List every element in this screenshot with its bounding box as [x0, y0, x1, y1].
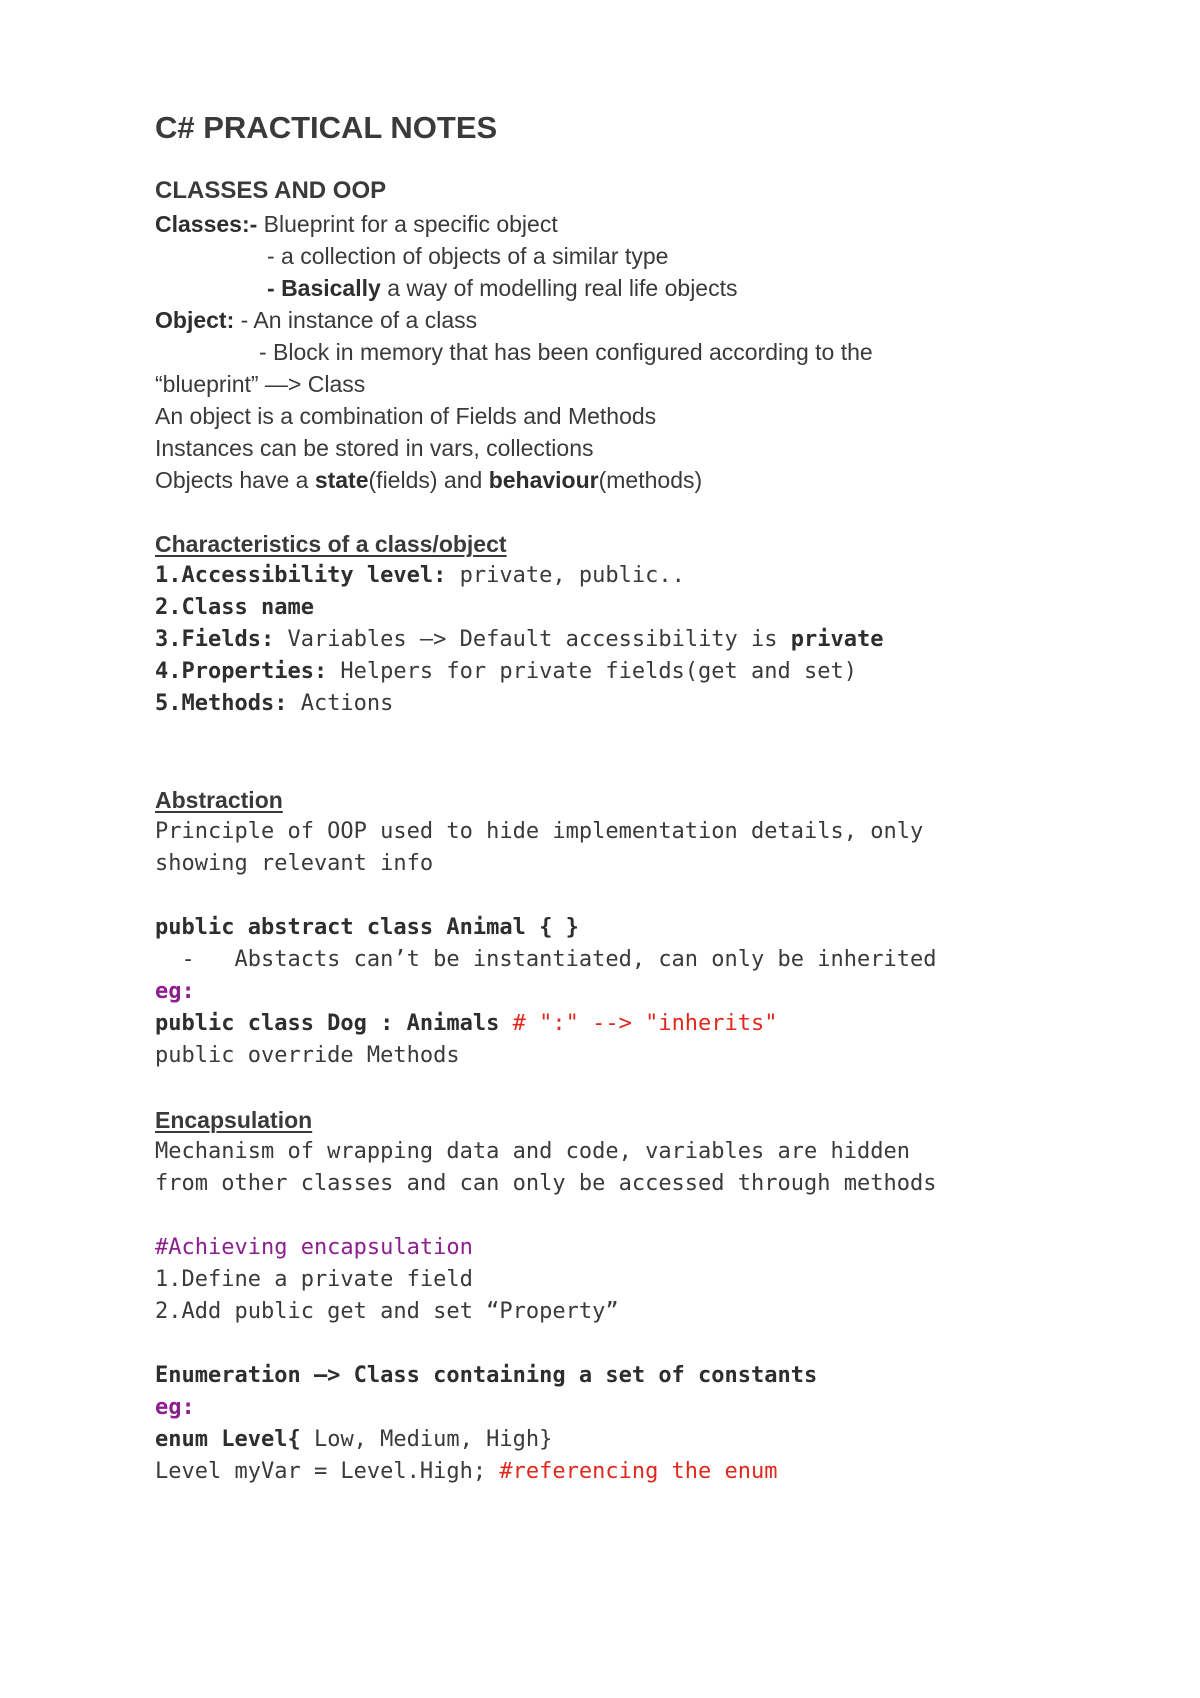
abstraction-desc-1: Principle of OOP used to hide implementation details, only	[155, 819, 924, 844]
behaviour-rest: (methods)	[598, 467, 703, 493]
abstraction-code-2	[155, 1008, 1155, 1040]
encapsulation-desc-1: Mechanism of wrapping data and code, variables are hidden	[155, 1139, 910, 1164]
classes-def-1: Blueprint for a specific object	[257, 211, 558, 237]
state-pre: Objects have a	[155, 467, 315, 493]
characteristics-item-1	[155, 560, 1155, 592]
classes-def-3	[155, 272, 1155, 304]
item5-bold: 5.Methods:	[155, 691, 288, 716]
object-def-3: “blueprint” —> Class	[155, 371, 366, 397]
item1-rest: private, public..	[446, 563, 685, 588]
characteristics-item-3	[155, 624, 1155, 656]
fields-methods-line: An object is a combination of Fields and Methods	[155, 403, 657, 429]
classes-definition-line	[155, 208, 1155, 240]
object-def-2: - Block in memory that has been configured according to the	[259, 339, 873, 365]
classes-label: Classes:-	[155, 211, 258, 237]
characteristics-item-4	[155, 656, 1155, 688]
object-label: Object:	[155, 307, 235, 333]
item3-bold2: private	[790, 627, 884, 652]
state-bold: state	[314, 467, 369, 493]
encapsulation-step-1: 1.Define a private field	[155, 1267, 473, 1292]
item2-bold: 2.Class name	[155, 595, 314, 620]
characteristics-item-5	[155, 688, 1155, 720]
instances-line: Instances can be stored in vars, collections	[155, 435, 594, 461]
object-definition-line	[155, 304, 1155, 336]
enum-code2-pre: Level myVar = Level.High;	[155, 1459, 500, 1484]
behaviour-bold: behaviour	[488, 467, 599, 493]
item4-bold: 4.Properties:	[155, 659, 328, 684]
enumeration-line: Enumeration —> Class containing a set of constants	[155, 1363, 818, 1388]
enumeration-code-2	[155, 1456, 1155, 1488]
achieving-encapsulation-comment: #Achieving encapsulation	[155, 1235, 473, 1260]
encapsulation-heading: Encapsulation	[155, 1107, 313, 1133]
item1-bold: 1.Accessibility level:	[155, 563, 447, 588]
notes-page	[155, 108, 1155, 1488]
code2-comment: # ":" --> "inherits"	[512, 1011, 778, 1036]
object-def-1: - An instance of a class	[234, 307, 478, 333]
classes-def-3-dash: -	[267, 275, 282, 301]
classes-def-3-bold: Basically	[281, 275, 381, 301]
enum-code1-bold: enum Level{	[155, 1427, 301, 1452]
classes-def-2: - a collection of objects of a similar type	[267, 243, 669, 269]
characteristics-heading: Characteristics of a class/object	[155, 531, 507, 557]
characteristics-item-2	[155, 592, 1155, 624]
enumeration-code-1	[155, 1424, 1155, 1456]
section-heading-classes-oop: CLASSES AND OOP	[155, 177, 387, 204]
enumeration-eg-label: eg:	[155, 1395, 195, 1420]
abstraction-heading: Abstraction	[155, 787, 283, 813]
abstraction-code-3: public override Methods	[155, 1043, 460, 1068]
enum-code1-rest: Low, Medium, High}	[300, 1427, 553, 1452]
page-title: C# PRACTICAL NOTES	[155, 110, 498, 145]
code2-pre: public class Dog : Animals	[155, 1011, 513, 1036]
item4-rest: Helpers for private fields(get and set)	[327, 659, 857, 684]
state-behaviour-line	[155, 464, 1155, 496]
abstraction-desc-2: showing relevant info	[155, 851, 434, 876]
encapsulation-desc-2: from other classes and can only be accessed through methods	[155, 1171, 937, 1196]
encapsulation-step-2: 2.Add public get and set “Property”	[155, 1299, 619, 1324]
abstraction-code-1: public abstract class Animal { }	[155, 915, 579, 940]
classes-def-3-rest: a way of modelling real life objects	[380, 275, 738, 301]
item3-bold: 3.Fields:	[155, 627, 275, 652]
state-mid: (fields) and	[368, 467, 489, 493]
abstraction-bullet: - Abstacts can’t be instantiated, can only be inherited	[155, 947, 937, 972]
item3-rest: Variables —> Default accessibility is	[274, 627, 791, 652]
item5-rest: Actions	[287, 691, 394, 716]
enum-code2-comment: #referencing the enum	[499, 1459, 778, 1484]
abstraction-eg-label: eg:	[155, 979, 195, 1004]
